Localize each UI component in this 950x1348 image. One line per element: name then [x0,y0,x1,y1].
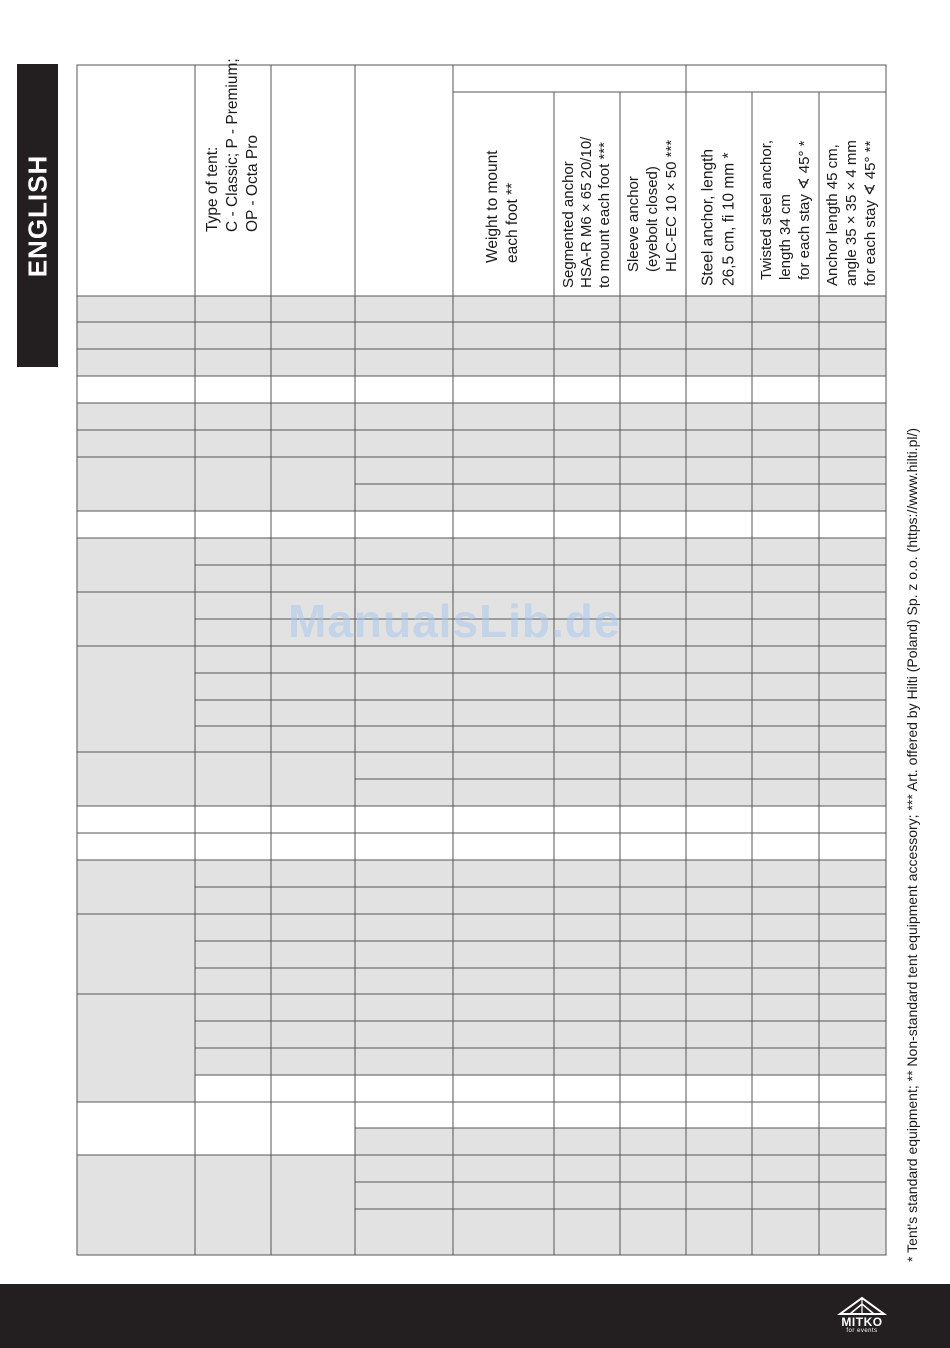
merged-cell [77,1155,195,1255]
merged-cell [195,1155,355,1255]
row-band [77,968,886,994]
header-label: Weight to mount [484,150,502,263]
merged-cell [77,914,195,994]
row-band [77,511,886,538]
row-band [77,296,886,322]
row-band [77,700,886,726]
header-label: angle 35 × 35 × 4 mm [842,140,860,286]
header-label: to mount each foot *** [595,142,613,288]
logo-name: MITKO [841,1315,883,1329]
merged-cell [195,457,355,511]
row-band [77,726,886,752]
header-label: for each stay ∢ 45° ** [861,140,879,286]
merged-cell [77,538,195,592]
row-band [77,833,886,860]
merged-cell [77,457,195,511]
page-footer [0,1284,950,1348]
watermark: ManualsLib.de [288,595,621,647]
header-label: Segmented anchor [559,161,577,288]
merged-cell [77,994,195,1102]
tent-icon [836,1296,888,1316]
header-label: length 34 cm [776,194,794,280]
footnote: * Tent's standard equipment; ** Non-standard tent equipment accessory; *** Art. offered by Hilti (Poland) Sp. z o.o. (https://www.hilti.pl/) [904,427,920,1262]
row-band [77,376,886,403]
row-band [77,646,886,673]
merged-cell [195,1102,355,1155]
header-label: Type of tent: [204,146,222,232]
row-band [77,994,886,1021]
row-band [77,806,886,833]
header-label: HSA-R M6 × 65 20/10/ [577,136,595,288]
row-band [77,403,886,430]
header-label: 26,5 cm, fi 10 mm * [720,152,738,286]
header-label: Sleeve anchor [624,176,642,272]
header-label: Steel anchor, length [699,148,717,286]
row-band [77,860,886,887]
row-band [77,1075,886,1102]
row-band [77,565,886,592]
section-label: ENGLISH [22,154,52,277]
merged-cell [77,646,195,752]
merged-cell [77,1102,195,1155]
merged-cell [77,860,195,914]
table-headers [204,58,879,288]
header-label: for each stay ∢ 45° * [795,140,813,280]
row-band [77,430,886,457]
row-band [77,322,886,349]
row-band [77,914,886,941]
row-band [77,673,886,700]
merged-cell [77,592,195,646]
header-label: each foot ** [504,182,522,263]
header-label: OP - Octa Pro [244,134,262,232]
header-label: Twisted steel anchor, [757,139,775,280]
row-band [77,941,886,968]
row-band [77,1021,886,1048]
header-label: (eyebolt closed) [643,166,661,272]
merged-cell [77,752,195,806]
row-band [77,1048,886,1075]
merged-cell [195,752,355,806]
brand-logo [836,1296,888,1340]
row-band [77,349,886,376]
row-bands [77,296,886,1255]
row-band [77,887,886,914]
row-band [77,538,886,565]
logo-tagline: for events [846,1328,878,1334]
header-label: Anchor length 45 cm, [823,144,841,286]
header-label: C - Classic; P - Premium; [224,58,242,232]
header-label: HLC-EC 10 × 50 *** [662,139,680,272]
